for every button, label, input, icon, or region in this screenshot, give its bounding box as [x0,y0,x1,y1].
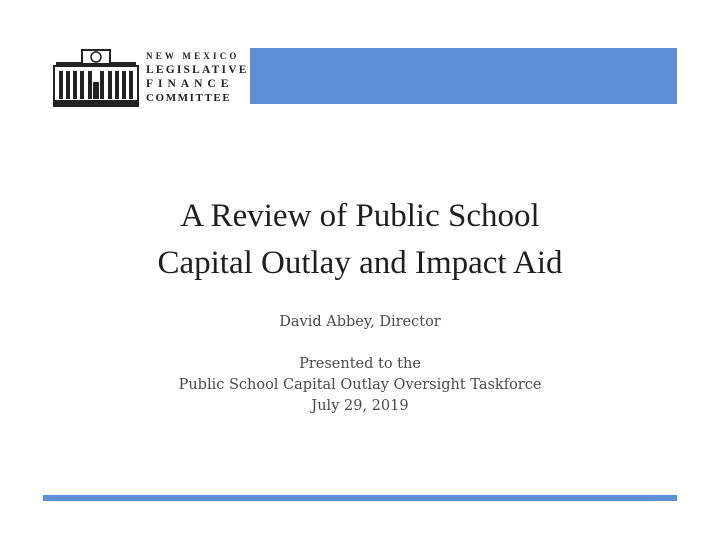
presenter: David Abbey, Director [279,314,441,330]
slide-title [0,193,720,287]
presentation-details [0,312,720,417]
logo-line-committee: COMMITTEE [146,92,232,104]
audience-name: Public School Capital Outlay Oversight Taskforce [178,377,542,393]
title-line-2: Capital Outlay and Impact Aid [157,245,563,281]
lfc-logo [52,46,249,108]
presented-to-line: Presented to the [299,356,421,372]
title-line-1: A Review of Public School [180,198,540,234]
header-accent-bar [250,48,677,104]
capitol-building-icon [52,46,140,108]
logo-line-finance: FINANCE [146,78,234,90]
presentation-date: July 29, 2019 [311,398,409,414]
logo-wordmark [146,49,249,105]
footer-accent-bar [43,495,677,501]
spacer [0,333,720,354]
logo-line-new-mexico: NEW MEXICO [146,51,240,61]
logo-line-legislative: LEGISLATIVE [146,64,249,76]
